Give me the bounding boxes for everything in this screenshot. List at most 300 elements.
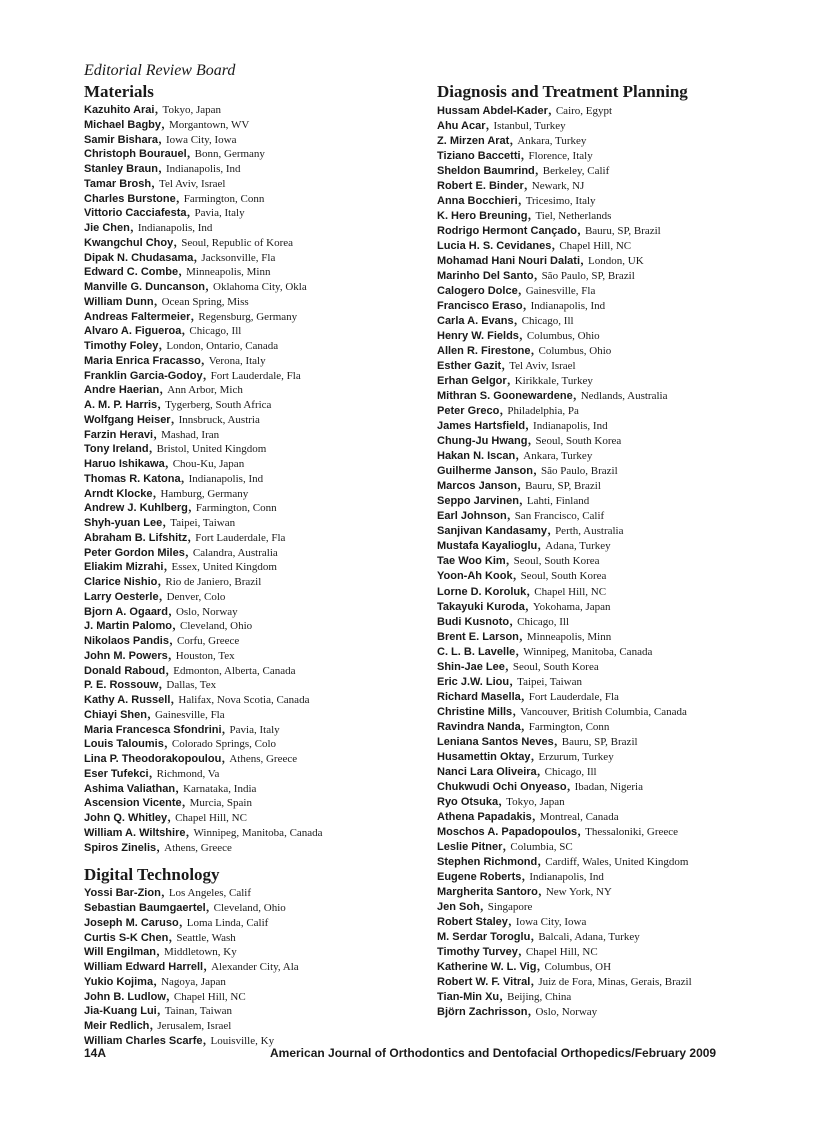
board-member-entry: Maria Enrica Fracasso, Verona, Italy — [84, 350, 266, 368]
board-member-entry: Thomas R. Katona, Indianapolis, Ind — [84, 468, 264, 486]
board-member-entry: Calogero Dolce, Gainesville, Fla — [437, 281, 596, 299]
board-member-entry: Yossi Bar-Zion, Los Angeles, Calif — [84, 883, 251, 901]
board-member-entry: Marinho Del Santo, São Paulo, SP, Brazil — [437, 266, 635, 284]
board-member-entry: Edward C. Combe, Minneapolis, Minn — [84, 262, 271, 280]
member-location: Athens, Greece — [229, 753, 298, 765]
member-location: Fort Lauderdale, Fla — [210, 369, 301, 382]
member-location: Balcali, Adana, Turkey — [538, 930, 640, 943]
board-member-entry: Rodrigo Hermont Cançado, Bauru, SP, Brazil — [437, 221, 661, 239]
member-location: Corfu, Greece — [176, 635, 240, 647]
member-name: Seppo Jarvinen — [437, 495, 519, 508]
board-member-entry: Vittorio Cacciafesta, Pavia, Italy — [84, 203, 245, 221]
member-location: Cardiff, Wales, United Kingdom — [545, 855, 689, 868]
member-name: Spiros Zinelis — [84, 841, 157, 854]
member-name: Tony Ireland — [84, 443, 149, 456]
board-member-entry: Jia-Kuang Lui, Tainan, Taiwan — [84, 1001, 233, 1019]
member-location: Oslo, Norway — [175, 605, 238, 618]
member-name: Yossi Bar-Zion — [84, 887, 161, 900]
member-name: Jia-Kuang Lui — [84, 1005, 157, 1018]
member-location: Beijing, China — [507, 990, 572, 1003]
member-location: Tokyo, Japan — [162, 104, 221, 116]
member-name: Andre Haerian — [84, 384, 160, 397]
board-member-entry: Mithran S. Goonewardene, Nedlands, Australia — [437, 386, 668, 404]
member-location: Iowa City, Iowa — [515, 915, 587, 928]
member-location: Columbus, OH — [544, 960, 612, 973]
left-column — [84, 81, 424, 1048]
member-name: Moschos A. Papadopoulos — [437, 825, 578, 838]
board-member-entry: Marcos Janson, Bauru, SP, Brazil — [437, 476, 601, 494]
member-name: Eugene Roberts — [437, 870, 522, 883]
page-title: Editorial Review Board — [84, 62, 236, 79]
member-location: Jacksonville, Fla — [201, 251, 276, 264]
member-name: Sanjivan Kandasamy — [437, 525, 548, 538]
board-member-entry: Jie Chen, Indianapolis, Ind — [84, 218, 213, 235]
board-member-entry: Sebastian Baumgaertel, Cleveland, Ohio — [84, 898, 286, 915]
member-name: Alvaro A. Figueroa — [84, 325, 182, 338]
member-location: Colorado Springs, Colo — [171, 738, 277, 751]
member-location: Oslo, Norway — [535, 1005, 598, 1018]
member-location: Tiel, Netherlands — [535, 210, 612, 223]
board-member-entry: Arndt Klocke, Hamburg, Germany — [84, 483, 249, 501]
member-location: Fort Lauderdale, Fla — [195, 531, 286, 544]
member-location: Seoul, South Korea — [520, 570, 607, 583]
member-name: John B. Ludlow — [84, 990, 166, 1003]
member-location: Tricesimo, Italy — [525, 195, 596, 208]
member-location: Chapel Hill, NC — [559, 240, 632, 253]
member-location: Taipei, Taiwan — [170, 517, 236, 529]
member-location: Newark, NJ — [531, 180, 585, 193]
member-location: Chicago, Ill — [517, 615, 570, 628]
member-name: Timothy Turvey — [437, 945, 518, 958]
section-title: Digital Technology — [84, 865, 220, 885]
member-location: Chapel Hill, NC — [534, 585, 607, 598]
board-member-entry: J. Martin Palomo, Cleveland, Ohio — [84, 616, 253, 634]
board-member-entry: Peter Gordon Miles, Calandra, Australia — [84, 542, 278, 560]
board-member-entry: Manville G. Duncanson, Oklahoma City, Okla — [84, 277, 307, 294]
member-location: Columbus, Ohio — [526, 330, 600, 343]
member-name: William Charles Scarfe — [84, 1034, 203, 1047]
board-member-entry: Bjorn A. Ogaard, Oslo, Norway — [84, 601, 238, 619]
member-name: Athena Papadakis — [437, 810, 532, 823]
member-name: Guilherme Janson — [437, 465, 533, 478]
member-location: Halifax, Nova Scotia, Canada — [178, 694, 310, 706]
board-member-entry: Tae Woo Kim, Seoul, South Korea — [437, 551, 600, 569]
member-location: Ibadan, Nigeria — [574, 780, 643, 793]
member-location: Gainesville, Fla — [525, 285, 596, 298]
member-location: Ankara, Turkey — [523, 450, 593, 463]
member-name: Wolfgang Heiser — [84, 413, 171, 426]
member-name: Lucia H. S. Cevidanes — [437, 240, 552, 253]
board-member-entry: Athena Papadakis, Montreal, Canada — [437, 806, 619, 824]
member-name: Christoph Bourauel — [84, 148, 187, 161]
board-member-entry: Andrew J. Kuhlberg, Farmington, Conn — [84, 498, 277, 516]
member-name: Franklin Garcia-Godoy — [84, 369, 203, 382]
member-name: Samir Bishara — [84, 133, 158, 146]
board-member-entry: Sanjivan Kandasamy, Perth, Australia — [437, 521, 624, 539]
member-location: Chicago, Ill — [189, 325, 242, 338]
board-member-entry: Tiziano Baccetti, Florence, Italy — [437, 146, 593, 164]
member-name: Tamar Brosh — [84, 177, 152, 190]
member-name: Tae Woo Kim — [437, 555, 506, 568]
member-location: New York, NY — [545, 885, 612, 898]
member-name: Vittorio Cacciafesta — [84, 207, 187, 220]
member-location: Karnataka, India — [183, 782, 257, 795]
member-name: J. Martin Palomo — [84, 620, 173, 633]
member-name: Marinho Del Santo — [437, 270, 534, 283]
member-name: Eliakim Mizrahi — [84, 561, 164, 574]
board-member-entry: Katherine W. L. Vig, Columbus, OH — [437, 956, 612, 974]
board-member-entry: Eric J.W. Liou, Taipei, Taiwan — [437, 671, 582, 689]
member-name: Brent E. Larson — [437, 630, 519, 643]
member-name: Esther Gazit — [437, 360, 502, 373]
member-location: London, Ontario, Canada — [166, 340, 279, 352]
board-member-entry: Ascension Vicente, Murcia, Spain — [84, 793, 252, 811]
member-name: Peter Greco — [437, 405, 500, 418]
member-name: Chukwudi Ochi Onyeaso — [437, 780, 567, 793]
board-member-entry: Wolfgang Heiser, Innsbruck, Austria — [84, 409, 260, 427]
board-member-entry: Timothy Foley, London, Ontario, Canada — [84, 336, 279, 353]
board-member-entry: Will Engilman, Middletown, Ky — [84, 942, 237, 960]
board-member-entry: Robert W. F. Vitral, Juiz de Fora, Minas, Gerais, Brazil — [437, 971, 692, 989]
member-location: São Paulo, SP, Brazil — [541, 270, 635, 283]
member-location: Winnipeg, Manitoba, Canada — [523, 645, 653, 658]
member-location: Jerusalem, Israel — [157, 1020, 232, 1032]
member-name: John Q. Whitley — [84, 812, 168, 824]
member-name: Katherine W. L. Vig — [437, 960, 537, 973]
board-member-entry: Curtis S-K Chen, Seattle, Wash — [84, 927, 236, 945]
member-name: Calogero Dolce — [437, 285, 518, 298]
member-location: Chapel Hill, NC — [173, 990, 246, 1003]
board-member-entry: Spiros Zinelis, Athens, Greece — [84, 837, 232, 855]
member-name: Husamettin Oktay — [437, 750, 531, 763]
board-member-entry: Guilherme Janson, São Paulo, Brazil — [437, 461, 618, 479]
board-member-entry: Eliakim Mizrahi, Essex, United Kingdom — [84, 557, 277, 575]
member-name: Robert E. Binder — [437, 180, 524, 193]
board-member-entry: Lorne D. Koroluk, Chapel Hill, NC — [437, 581, 607, 599]
board-member-entry: Moschos A. Papadopoulos, Thessaloniki, Greece — [437, 821, 679, 839]
member-location: Indianapolis, Ind — [165, 163, 241, 175]
board-member-entry: Clarice Nishio, Rio de Janiero, Brazil — [84, 572, 262, 589]
member-location: Tel Aviv, Israel — [509, 360, 576, 373]
board-member-entry: Kazuhito Arai, Tokyo, Japan — [84, 100, 221, 117]
member-name: Ryo Otsuka — [437, 795, 499, 808]
board-member-entry: Richard Masella, Fort Lauderdale, Fla — [437, 686, 619, 704]
member-location: Yokohama, Japan — [532, 600, 611, 613]
member-name: Edward C. Combe — [84, 266, 179, 279]
member-name: Richard Masella — [437, 690, 521, 703]
member-name: Mohamad Hani Nouri Dalati — [437, 255, 581, 268]
board-member-entry: P. E. Rossouw, Dallas, Tex — [84, 675, 217, 693]
member-location: Florence, Italy — [528, 150, 593, 163]
member-location: Houston, Tex — [175, 649, 235, 662]
board-member-entry: Carla A. Evans, Chicago, Ill — [437, 311, 574, 329]
member-location: Singapore — [487, 900, 533, 913]
board-member-entry: Erhan Gelgor, Kirikkale, Turkey — [437, 371, 593, 389]
board-member-entry: Eugene Roberts, Indianapolis, Ind — [437, 866, 604, 884]
board-member-entry: Kwangchul Choy, Seoul, Republic of Korea — [84, 232, 294, 250]
member-location: Vancouver, British Columbia, Canada — [520, 705, 687, 718]
board-member-entry: Peter Greco, Philadelphia, Pa — [437, 401, 579, 419]
member-location: Fort Lauderdale, Fla — [528, 690, 619, 703]
member-location: Hamburg, Germany — [160, 487, 249, 500]
board-member-entry: Michael Bagby, Morgantown, WV — [84, 114, 250, 132]
board-member-entry: Hussam Abdel-Kader, Cairo, Egypt — [437, 101, 613, 118]
board-member-entry: Hakan N. Iscan, Ankara, Turkey — [437, 446, 593, 464]
board-member-entry: Lucia H. S. Cevidanes, Chapel Hill, NC — [437, 236, 632, 254]
board-member-entry: Yukio Kojima, Nagoya, Japan — [84, 971, 226, 989]
board-member-entry: Timothy Turvey, Chapel Hill, NC — [437, 941, 598, 959]
board-member-entry: Dipak N. Chudasama, Jacksonville, Fla — [84, 247, 276, 265]
member-location: Athens, Greece — [164, 841, 232, 854]
member-location: Tygerberg, South Africa — [165, 399, 272, 411]
board-member-entry: Joseph M. Caruso, Loma Linda, Calif — [84, 912, 269, 930]
member-name: Erhan Gelgor — [437, 375, 507, 388]
member-location: Adana, Turkey — [545, 540, 611, 553]
member-name: Bjorn A. Ogaard — [84, 605, 168, 618]
member-location: Pavia, Italy — [229, 723, 280, 736]
member-location: San Francisco, Calif — [514, 510, 605, 523]
member-name: Kwangchul Choy — [84, 236, 174, 249]
board-member-entry: M. Serdar Toroglu, Balcali, Adana, Turkey — [437, 926, 640, 944]
member-location: Farmington, Conn — [183, 192, 265, 205]
member-name: Z. Mirzen Arat — [437, 135, 510, 148]
member-name: John M. Powers — [84, 649, 168, 662]
member-location: Bonn, Germany — [194, 148, 265, 161]
board-member-entry: Christoph Bourauel, Bonn, Germany — [84, 144, 265, 162]
board-member-entry: Seppo Jarvinen, Lahti, Finland — [437, 491, 590, 509]
board-member-entry: William Charles Scarfe, Louisville, Ky — [84, 1030, 275, 1048]
member-location: Dallas, Tex — [166, 679, 217, 692]
board-member-entry: Björn Zachrisson, Oslo, Norway — [437, 1001, 598, 1019]
member-name: Ravindra Nanda — [437, 720, 521, 733]
member-location: Nedlands, Australia — [580, 390, 668, 403]
board-member-entry: John M. Powers, Houston, Tex — [84, 645, 235, 663]
member-name: Nanci Lara Oliveira — [437, 765, 537, 778]
member-name: Mithran S. Goonewardene — [437, 390, 573, 403]
section-digital-technology — [84, 864, 424, 1047]
member-location: Louisville, Ky — [210, 1034, 275, 1047]
member-name: Yukio Kojima — [84, 975, 154, 988]
board-member-entry: Lina P. Theodorakopoulou, Athens, Greece — [84, 749, 298, 766]
board-member-entry: Leniana Santos Neves, Bauru, SP, Brazil — [437, 731, 638, 749]
board-member-entry: Leslie Pitner, Columbia, SC — [437, 836, 573, 854]
board-member-entry: Farzin Heravi, Mashad, Iran — [84, 424, 220, 442]
board-member-entry: Louis Taloumis, Colorado Springs, Colo — [84, 734, 277, 752]
member-location: Bristol, United Kingdom — [156, 443, 267, 456]
member-name: Kathy A. Russell — [84, 694, 171, 706]
member-name: Francisco Eraso — [437, 300, 523, 313]
member-name: Yoon-Ah Kook — [437, 570, 513, 583]
board-member-entry: James Hartsfield, Indianapolis, Ind — [437, 416, 608, 434]
member-location: Regensburg, Germany — [198, 310, 298, 323]
board-member-entry: Chukwudi Ochi Onyeaso, Ibadan, Nigeria — [437, 776, 643, 794]
board-member-entry: Larry Oesterle, Denver, Colo — [84, 586, 226, 604]
section-title: Materials — [84, 82, 154, 101]
board-member-entry: Maria Francesca Sfondrini, Pavia, Italy — [84, 719, 280, 737]
board-member-entry: Husamettin Oktay, Erzurum, Turkey — [437, 746, 614, 764]
board-member-entry: Kathy A. Russell, Halifax, Nova Scotia, Canada — [84, 690, 310, 707]
member-name: Budi Kusnoto — [437, 615, 510, 628]
member-name: Shyh-yuan Lee — [84, 517, 163, 529]
member-location: Tel Aviv, Israel — [159, 177, 226, 190]
member-name: Carla A. Evans — [437, 315, 514, 328]
member-name: Louis Taloumis — [84, 738, 164, 751]
board-member-entry: A. M. P. Harris, Tygerberg, South Africa — [84, 395, 272, 412]
board-member-entry: Ravindra Nanda, Farmington, Conn — [437, 716, 610, 734]
member-name: Sheldon Baumrind — [437, 165, 535, 178]
member-name: Allen R. Firestone — [437, 345, 531, 358]
member-name: Stephen Richmond — [437, 855, 538, 868]
member-location: Winnipeg, Manitoba, Canada — [193, 826, 323, 839]
member-location: Seoul, South Korea — [512, 660, 599, 673]
member-name: Shin-Jae Lee — [437, 660, 505, 673]
member-location: Chapel Hill, NC — [525, 945, 598, 958]
member-location: São Paulo, Brazil — [540, 465, 618, 478]
board-member-entry: C. L. B. Lavelle, Winnipeg, Manitoba, Canada — [437, 641, 653, 659]
member-name: A. M. P. Harris — [84, 399, 158, 411]
member-name: Eser Tufekci — [84, 767, 149, 780]
member-name: Anna Bocchieri — [437, 195, 518, 208]
member-location: Farmington, Conn — [195, 502, 277, 515]
board-member-entry: Stephen Richmond, Cardiff, Wales, United Kingdom — [437, 851, 689, 869]
board-member-entry: Meir Redlich, Jerusalem, Israel — [84, 1016, 232, 1033]
member-name: Stanley Braun — [84, 163, 158, 175]
member-name: Charles Burstone — [84, 192, 176, 205]
member-name: Jen Soh — [437, 900, 480, 913]
member-location: Rio de Janiero, Brazil — [165, 576, 262, 588]
member-name: Thomas R. Katona — [84, 472, 181, 485]
member-location: Indianapolis, Ind — [529, 870, 604, 883]
member-location: Alexander City, Ala — [211, 961, 299, 973]
member-name: Rodrigo Hermont Cançado — [437, 225, 577, 238]
journal-citation: American Journal of Orthodontics and Dentofacial Orthopedics/February 2009 — [270, 1046, 717, 1060]
member-location: Seattle, Wash — [176, 931, 236, 944]
board-member-entry: John B. Ludlow, Chapel Hill, NC — [84, 986, 246, 1004]
member-name: Manville G. Duncanson — [84, 281, 206, 293]
member-location: Chou-Ku, Japan — [172, 458, 245, 470]
member-location: Farmington, Conn — [528, 720, 610, 733]
member-location: Calandra, Australia — [192, 546, 278, 559]
member-location: Juiz de Fora, Minas, Gerais, Brazil — [538, 975, 692, 988]
member-location: Cairo, Egypt — [555, 105, 613, 117]
board-member-entry: Chiayi Shen, Gainesville, Fla — [84, 704, 225, 722]
member-name: William Dunn — [84, 295, 154, 308]
member-location: Ankara, Turkey — [517, 135, 587, 148]
member-location: Denver, Colo — [166, 590, 226, 603]
member-name: Farzin Heravi — [84, 428, 154, 441]
member-location: Erzurum, Turkey — [538, 750, 614, 763]
board-member-entry: Ashima Valiathan, Karnataka, India — [84, 778, 257, 796]
member-location: Bauru, SP, Brazil — [584, 225, 661, 238]
board-member-entry: Andreas Faltermeier, Regensburg, Germany — [84, 306, 298, 324]
member-name: Leniana Santos Neves — [437, 735, 554, 748]
member-location: Murcia, Spain — [189, 797, 252, 810]
member-name: Tiziano Baccetti — [437, 150, 521, 163]
board-member-entry: Eser Tufekci, Richmond, Va — [84, 763, 220, 781]
member-location: Columbia, SC — [510, 840, 573, 853]
member-location: Verona, Italy — [208, 354, 266, 367]
member-location: Ocean Spring, Miss — [161, 295, 249, 308]
member-name: Marcos Janson — [437, 480, 518, 493]
board-member-entry: Ryo Otsuka, Tokyo, Japan — [437, 791, 565, 809]
member-location: Ann Arbor, Mich — [167, 384, 243, 397]
member-location: Kirikkale, Turkey — [514, 375, 593, 388]
member-location: Seoul, Republic of Korea — [181, 236, 294, 249]
member-name: James Hartsfield — [437, 420, 526, 433]
member-name: Robert W. F. Vitral — [437, 975, 531, 988]
board-member-entry: Henry W. Fields, Columbus, Ohio — [437, 326, 600, 344]
member-name: Chung-Ju Hwang — [437, 435, 528, 448]
board-member-entry: Sheldon Baumrind, Berkeley, Calif — [437, 161, 610, 179]
member-name: Lorne D. Koroluk — [437, 585, 527, 598]
member-location: Nagoya, Japan — [161, 975, 226, 988]
member-name: C. L. B. Lavelle — [437, 645, 516, 658]
member-name: Björn Zachrisson — [437, 1005, 528, 1018]
board-member-entry: John Q. Whitley, Chapel Hill, NC — [84, 808, 247, 825]
page-number: 14A — [84, 1046, 107, 1060]
board-member-entry: Takayuki Kuroda, Yokohama, Japan — [437, 596, 611, 614]
member-location: Indianapolis, Ind — [188, 472, 264, 485]
member-name: Dipak N. Chudasama — [84, 251, 194, 264]
board-member-entry: Franklin Garcia-Godoy, Fort Lauderdale, Fla — [84, 365, 301, 383]
member-location: Bauru, SP, Brazil — [561, 735, 638, 748]
member-name: Jie Chen — [84, 222, 130, 234]
member-location: Bauru, SP, Brazil — [525, 480, 601, 493]
member-name: Peter Gordon Miles — [84, 546, 185, 559]
board-member-entry: K. Hero Breuning, Tiel, Netherlands — [437, 206, 612, 224]
section-spacer — [84, 854, 424, 864]
board-member-entry: Brent E. Larson, Minneapolis, Minn — [437, 626, 612, 644]
board-member-entry: William Dunn, Ocean Spring, Miss — [84, 291, 249, 309]
member-location: Gainesville, Fla — [154, 708, 225, 721]
board-member-entry: Francisco Eraso, Indianapolis, Ind — [437, 296, 606, 314]
board-member-entry: Z. Mirzen Arat, Ankara, Turkey — [437, 131, 587, 149]
board-member-entry: Anna Bocchieri, Tricesimo, Italy — [437, 191, 596, 209]
member-name: Will Engilman — [84, 946, 157, 959]
member-location: Edmonton, Alberta, Canada — [173, 664, 296, 677]
member-name: P. E. Rossouw — [84, 679, 159, 692]
member-location: Tokyo, Japan — [506, 795, 565, 808]
member-location: Istanbul, Turkey — [493, 120, 566, 133]
board-member-entry: William Edward Harrell, Alexander City, Ala — [84, 957, 299, 974]
member-name: Ascension Vicente — [84, 797, 182, 810]
member-location: Columbus, Ohio — [538, 345, 612, 358]
member-location: Essex, United Kingdom — [171, 561, 277, 574]
board-member-entry: Robert E. Binder, Newark, NJ — [437, 176, 585, 194]
member-name: Michael Bagby — [84, 118, 162, 131]
member-name: Curtis S-K Chen — [84, 931, 169, 944]
member-location: Berkeley, Calif — [542, 165, 610, 178]
member-location: Lahti, Finland — [526, 495, 590, 508]
member-name: Arndt Klocke — [84, 487, 153, 500]
board-member-entry: Mustafa Kayalioglu, Adana, Turkey — [437, 536, 611, 554]
member-location: Chicago, Ill — [521, 315, 574, 328]
board-member-entry: Samir Bishara, Iowa City, Iowa — [84, 129, 237, 147]
board-member-entry: Donald Raboud, Edmonton, Alberta, Canada — [84, 660, 296, 678]
board-member-entry: William A. Wiltshire, Winnipeg, Manitoba, Canada — [84, 822, 323, 840]
member-location: Cleveland, Ohio — [213, 902, 286, 914]
member-name: Lina P. Theodorakopoulou — [84, 753, 222, 765]
board-member-entry: Stanley Braun, Indianapolis, Ind — [84, 159, 241, 176]
board-member-entry: Robert Staley, Iowa City, Iowa — [437, 911, 587, 929]
member-location: Richmond, Va — [156, 767, 220, 780]
board-member-entry: Christine Mills, Vancouver, British Columbia, Canada — [437, 701, 687, 719]
member-name: William Edward Harrell — [84, 961, 204, 973]
member-name: K. Hero Breuning — [437, 210, 528, 223]
section-diagnosis-and-treatment-planning — [437, 81, 767, 1018]
member-name: Haruo Ishikawa — [84, 458, 165, 470]
board-member-entry: Andre Haerian, Ann Arbor, Mich — [84, 380, 243, 398]
